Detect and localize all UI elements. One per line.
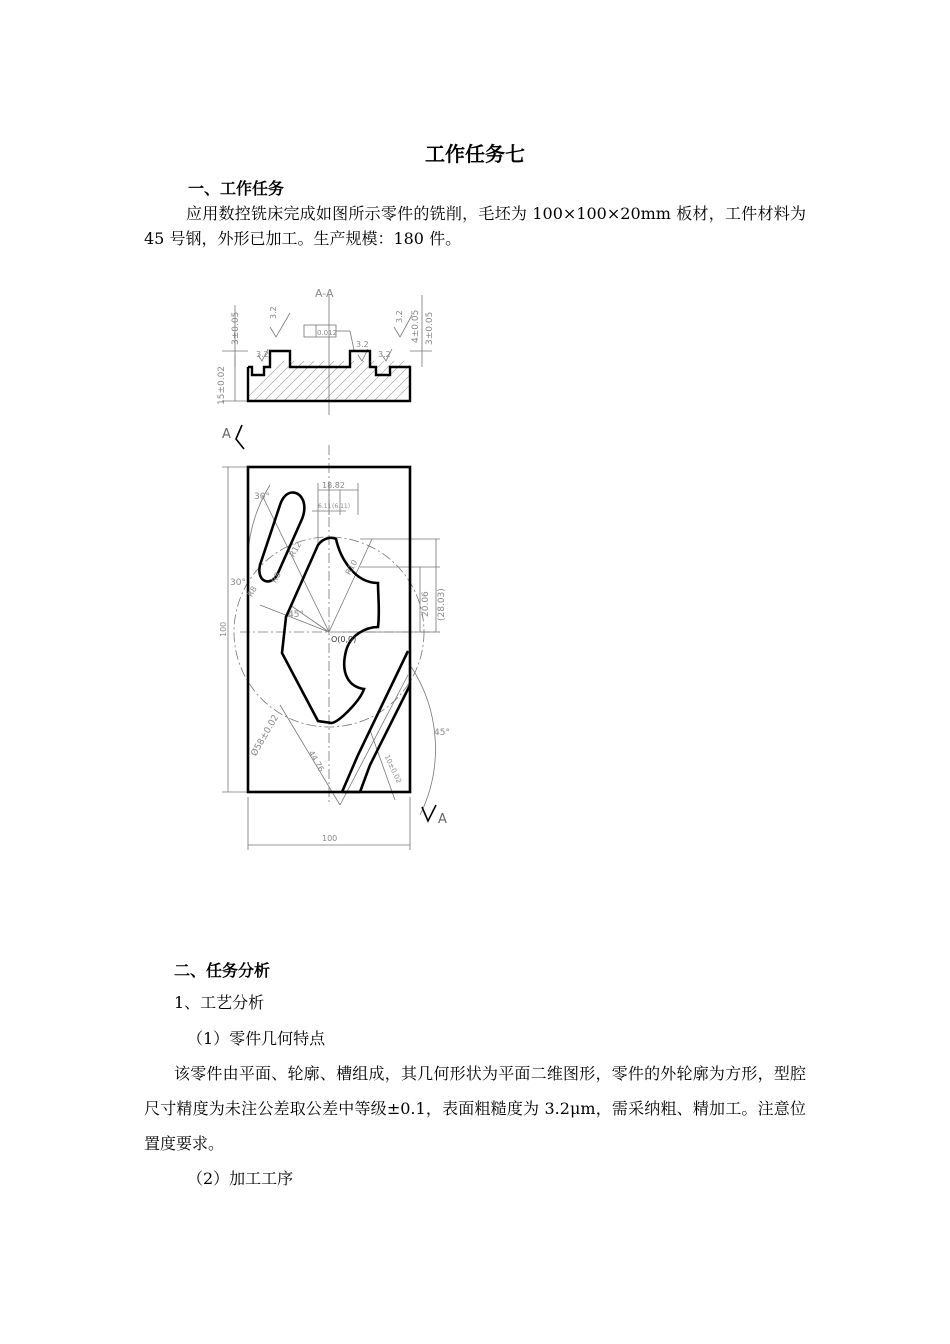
section-label: A-A (315, 287, 334, 300)
dim-r12: R12 (287, 540, 304, 559)
dim-3-right: 3±0.05 (425, 311, 435, 345)
roughness-3: 3.2 (256, 350, 269, 359)
dim-20-06: 20.06 (421, 591, 431, 617)
roughness-2: 3.2 (395, 310, 404, 323)
dim-6-11-ref: (6.11) (332, 503, 351, 510)
roughness-1: 3.2 (269, 306, 278, 319)
dim-18-82: 18.82 (322, 481, 345, 490)
section2-heading: 二、任务分析 (174, 961, 271, 980)
angle-30-top: 30° (254, 492, 270, 502)
machining-steps-heading: （2）加工工序 (187, 1169, 294, 1188)
dim-15: 15±0.02 (217, 365, 227, 405)
dim-diameter-58: Ø58±0.02 (249, 713, 282, 759)
process-analysis-heading: 1、工艺分析 (174, 993, 265, 1012)
angle-30-left: 30° (230, 578, 246, 588)
flatness-value: 0.012 (317, 329, 338, 337)
dim-3-left: 3±0.05 (231, 311, 241, 345)
section1-heading: 一、工作任务 (188, 179, 285, 198)
dim-100-vertical: 100 (219, 621, 228, 637)
dim-44-76: 44.76 (306, 749, 326, 774)
dim-10-slot: 10±0.02 (382, 753, 403, 785)
section1-paragraph: 应用数控铣床完成如图所示零件的铣削，毛坯为 100×100×20mm 板材，工件材料为 45 号钢，外形已加工。生产规模：180 件。 (144, 204, 806, 248)
dim-r8-b: R8 (269, 570, 283, 585)
dim-28-03: (28.03) (437, 588, 447, 621)
section2-paragraph: 该零件由平面、轮廓、槽组成，其几何形状为平面二维图形，零件的外轮廓为方形，型腔尺寸精度为未注公差取公差中等级±0.1，表面粗糙度为 3.2μm，需采纳粗、精加工。注意位置度要求。 (144, 1064, 806, 1153)
geometry-heading: （1）零件几何特点 (187, 1029, 326, 1048)
dim-4-right: 4±0.05 (411, 309, 421, 343)
page-title: 工作任务七 (425, 142, 525, 166)
part-drawing (200, 275, 460, 855)
cut-label-bottom: A (438, 812, 447, 827)
origin-label: O(0,0) (331, 635, 357, 644)
dim-r10: R10 (343, 558, 360, 577)
dim-100-horizontal: 100 (322, 834, 338, 843)
dim-6-11: 6.11 (318, 503, 332, 510)
angle-45-inner: 45° (288, 610, 304, 620)
angle-45-outer: 45° (434, 728, 450, 738)
dim-r8-a: R8 (245, 584, 259, 599)
cut-label-top: A (222, 427, 231, 442)
roughness-4: 3.2 (356, 340, 369, 349)
roughness-5: 3.2 (378, 350, 391, 359)
